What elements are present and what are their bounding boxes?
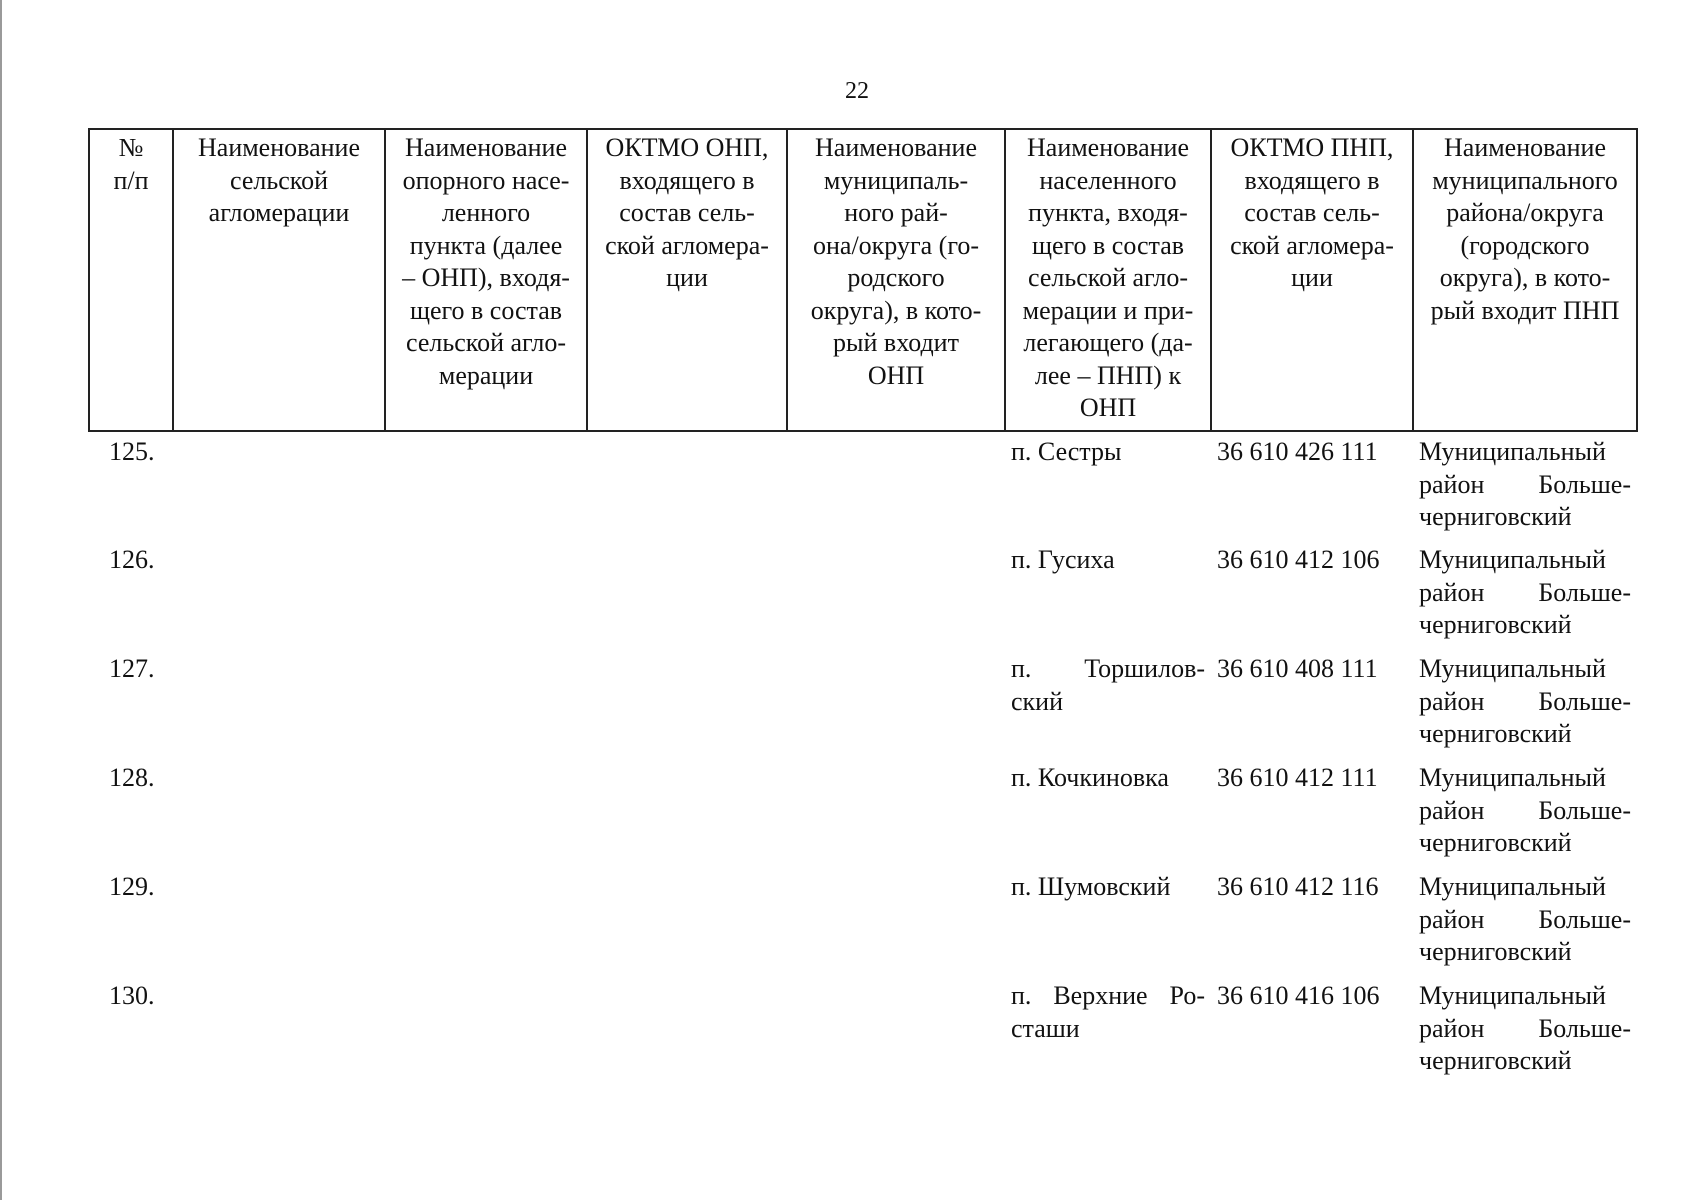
pnp-name-line: п. Шумовский: [1011, 872, 1171, 901]
table-row: [89, 540, 1637, 649]
header-line: лее – ПНП) к: [1034, 360, 1182, 390]
header-line: входящего в: [619, 165, 755, 195]
row-number: 126.: [109, 545, 155, 574]
header-line: мерации: [438, 360, 534, 390]
district-line: Муниципальный район Больше-: [1419, 545, 1631, 607]
pnp-name-cell: [1005, 758, 1211, 867]
header-line: ОНП: [1079, 393, 1137, 422]
row-number: 125.: [109, 437, 155, 466]
district-line: черниговский: [1419, 610, 1572, 639]
pnp-name-cell: [1005, 540, 1211, 649]
header-line: муниципального: [1432, 165, 1618, 195]
pnp-name-cell: [1005, 649, 1211, 758]
agglomeration-name-cell: [173, 867, 385, 976]
header-onp-district: [787, 129, 1005, 431]
pnp-name-line: сташи: [1011, 1013, 1080, 1043]
header-line: п/п: [113, 165, 149, 195]
header-line: Наименование: [1027, 133, 1189, 162]
header-line: №: [118, 133, 144, 162]
table-header-row: [89, 129, 1637, 431]
header-line: сельской агло-: [405, 328, 566, 357]
onp-district-cell: [787, 431, 1005, 540]
onp-district-cell: [787, 758, 1005, 867]
header-line: рый входит ПНП: [1430, 295, 1620, 325]
header-line: района/округа: [1446, 198, 1604, 227]
header-line: ской агломера-: [605, 230, 769, 260]
onp-name-cell: [385, 867, 587, 976]
header-line: состав сель-: [1244, 198, 1380, 227]
pnp-district-cell: [1413, 867, 1637, 976]
header-line: Наименование: [815, 133, 977, 162]
header-agglomeration-name: [173, 129, 385, 431]
header-line: опорного насе-: [402, 165, 570, 195]
header-line: Наименование: [1444, 133, 1606, 162]
header-line: рый входит: [833, 328, 959, 357]
header-line: округа), в кото-: [1439, 263, 1611, 292]
pnp-oktmo-cell: 36 610 412 111: [1217, 763, 1378, 792]
header-line: сельской: [230, 165, 328, 195]
district-line: Муниципальный район Больше-: [1419, 654, 1631, 716]
settlements-table: [88, 128, 1638, 1085]
header-line: она/округа (го-: [812, 230, 979, 260]
pnp-oktmo-cell: 36 610 426 111: [1217, 437, 1378, 466]
district-line: черниговский: [1419, 719, 1572, 748]
header-line: ции: [666, 263, 708, 292]
header-line: Наименование: [198, 133, 360, 162]
table-row: [89, 758, 1637, 867]
pnp-name-cell: [1005, 431, 1211, 540]
agglomeration-name-cell: [173, 758, 385, 867]
onp-name-cell: [385, 758, 587, 867]
header-pnp-name: [1005, 129, 1211, 431]
header-onp-name: [385, 129, 587, 431]
agglomeration-name-cell: [173, 431, 385, 540]
pnp-name-line: п. Торшилов-: [1011, 654, 1205, 683]
pnp-district-cell: [1413, 649, 1637, 758]
pnp-oktmo-cell: 36 610 412 106: [1217, 545, 1380, 574]
header-line: пункта, входя-: [1028, 198, 1188, 227]
row-number: 129.: [109, 872, 155, 901]
pnp-name-line: п. Кочкиновка: [1011, 763, 1169, 792]
onp-oktmo-cell: [587, 649, 787, 758]
onp-name-cell: [385, 649, 587, 758]
onp-name-cell: [385, 540, 587, 649]
header-line: ленного: [441, 198, 531, 227]
district-line: Муниципальный район Больше-: [1419, 763, 1631, 825]
onp-district-cell: [787, 867, 1005, 976]
agglomeration-name-cell: [173, 540, 385, 649]
header-line: ции: [1291, 263, 1333, 292]
header-line: Наименование: [405, 133, 567, 162]
district-line: черниговский: [1419, 937, 1572, 966]
header-line: ОКТМО ОНП,: [605, 133, 769, 162]
onp-district-cell: [787, 540, 1005, 649]
pnp-district-cell: [1413, 540, 1637, 649]
onp-district-cell: [787, 976, 1005, 1085]
header-line: населенного: [1039, 165, 1177, 195]
district-line: Муниципальный район Больше-: [1419, 437, 1631, 499]
pnp-oktmo-cell: 36 610 408 111: [1217, 654, 1378, 683]
header-pnp-district: [1413, 129, 1637, 431]
header-line: мерации и при-: [1022, 295, 1194, 325]
header-pnp-oktmo: [1211, 129, 1413, 431]
header-line: округа), в кото-: [810, 295, 982, 325]
pnp-oktmo-cell: 36 610 416 106: [1217, 981, 1380, 1010]
header-line: ОКТМО ПНП,: [1230, 133, 1394, 162]
page-number: 22: [845, 78, 869, 104]
header-line: щего в состав: [1031, 230, 1185, 260]
header-line: состав сель-: [619, 198, 755, 227]
row-number: 127.: [109, 654, 155, 683]
onp-name-cell: [385, 976, 587, 1085]
header-line: входящего в: [1244, 165, 1380, 195]
table-row: [89, 649, 1637, 758]
onp-name-cell: [385, 431, 587, 540]
header-line: щего в состав: [409, 295, 563, 325]
header-line: пункта (далее: [409, 230, 563, 260]
header-line: (городского: [1460, 230, 1590, 260]
pnp-name-line: п. Гусиха: [1011, 545, 1115, 574]
pnp-name-cell: [1005, 976, 1211, 1085]
pnp-name-line: ский: [1011, 686, 1063, 716]
pnp-district-cell: [1413, 431, 1637, 540]
pnp-district-cell: [1413, 758, 1637, 867]
pnp-name-cell: [1005, 867, 1211, 976]
table-row: [89, 431, 1637, 540]
header-line: муниципаль-: [823, 165, 969, 195]
header-line: сельской агло-: [1027, 263, 1188, 292]
onp-oktmo-cell: [587, 758, 787, 867]
header-line: легающего (да-: [1023, 328, 1193, 357]
header-line: агломерации: [208, 198, 350, 227]
onp-oktmo-cell: [587, 540, 787, 649]
header-line: родского: [847, 263, 945, 292]
header-line: ОНП: [867, 360, 925, 390]
header-line: – ОНП), входя-: [402, 263, 570, 292]
district-line: черниговский: [1419, 828, 1572, 857]
table-row: [89, 976, 1637, 1085]
pnp-oktmo-cell: 36 610 412 116: [1217, 872, 1379, 901]
onp-oktmo-cell: [587, 431, 787, 540]
district-line: черниговский: [1419, 502, 1572, 531]
district-line: Муниципальный район Больше-: [1419, 872, 1631, 934]
scan-edge: [0, 0, 2, 1200]
table-row: [89, 867, 1637, 976]
header-line: ного рай-: [844, 198, 948, 227]
onp-oktmo-cell: [587, 976, 787, 1085]
row-number: 130.: [109, 981, 155, 1010]
agglomeration-name-cell: [173, 649, 385, 758]
header-line: ской агломера-: [1230, 230, 1394, 260]
agglomeration-name-cell: [173, 976, 385, 1085]
row-number: 128.: [109, 763, 155, 792]
pnp-name-line: п. Верхние Ро-: [1011, 981, 1205, 1010]
district-line: черниговский: [1419, 1046, 1572, 1075]
onp-oktmo-cell: [587, 867, 787, 976]
onp-district-cell: [787, 649, 1005, 758]
district-line: Муниципальный район Больше-: [1419, 981, 1631, 1043]
pnp-district-cell: [1413, 976, 1637, 1085]
pnp-name-line: п. Сестры: [1011, 437, 1122, 466]
header-onp-oktmo: [587, 129, 787, 431]
header-number: [89, 129, 173, 431]
